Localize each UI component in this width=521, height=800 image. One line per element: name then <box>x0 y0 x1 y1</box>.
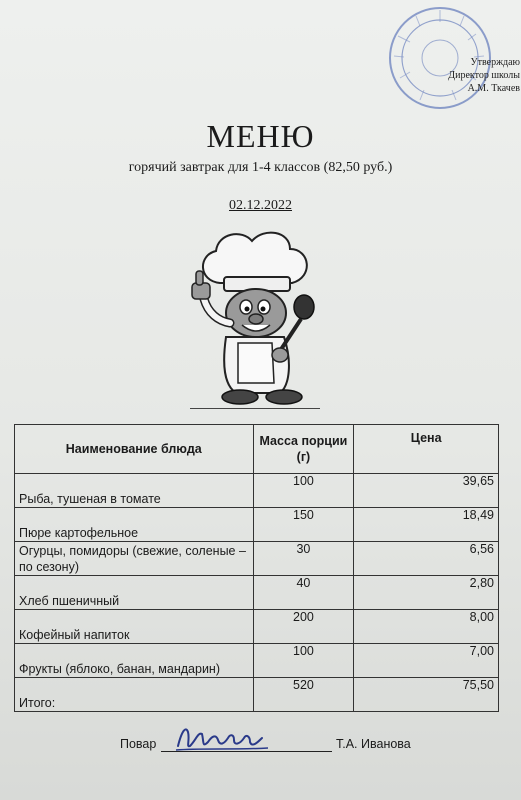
dish-mass: 100 <box>253 474 354 508</box>
dish-name: Фрукты (яблоко, банан, мандарин) <box>15 644 254 678</box>
total-price: 75,50 <box>354 678 499 712</box>
approval-line-3: А.М. Ткачев <box>467 83 520 94</box>
approval-block <box>412 56 520 95</box>
page-subtitle: горячий завтрак для 1-4 классов (82,50 руб.) <box>128 160 393 175</box>
dish-mass: 40 <box>253 576 354 610</box>
dish-name: Кофейный напиток <box>15 610 254 644</box>
table-total-row <box>15 678 499 712</box>
dish-name: Рыба, тушеная в томате <box>15 474 254 508</box>
dish-name: Огурцы, помидоры (свежие, соленые – по сезону) <box>15 542 254 576</box>
dish-price: 6,56 <box>354 542 499 576</box>
header-portion-mass: Масса порции (г) <box>253 425 354 474</box>
dish-name: Пюре картофельное <box>15 508 254 542</box>
dish-mass: 150 <box>253 508 354 542</box>
dish-mass: 200 <box>253 610 354 644</box>
cook-signature <box>172 720 272 754</box>
dish-price: 2,80 <box>354 576 499 610</box>
total-mass: 520 <box>253 678 354 712</box>
signature-name: Т.А. Иванова <box>336 737 411 751</box>
header-dish-name: Наименование блюда <box>15 425 254 474</box>
dish-price: 39,65 <box>354 474 499 508</box>
table-row <box>15 644 499 678</box>
table-row <box>15 576 499 610</box>
dish-mass: 30 <box>253 542 354 576</box>
chef-illustration <box>180 225 330 410</box>
header-price: Цена <box>354 425 499 474</box>
table-row <box>15 474 499 508</box>
dish-name: Хлеб пшеничный <box>15 576 254 610</box>
approval-line-2: Директор школы <box>448 70 520 81</box>
menu-table <box>14 424 499 712</box>
signature-line <box>161 751 332 752</box>
table-header-row <box>15 425 499 474</box>
signature-role: Повар <box>120 737 157 751</box>
dish-price: 18,49 <box>354 508 499 542</box>
page-title: МЕНЮ <box>206 118 315 154</box>
total-label: Итого: <box>15 678 254 712</box>
table-row <box>15 610 499 644</box>
chef-underline <box>190 408 320 409</box>
table-row <box>15 508 499 542</box>
menu-date: 02.12.2022 <box>229 198 292 213</box>
dish-price: 7,00 <box>354 644 499 678</box>
dish-mass: 100 <box>253 644 354 678</box>
dish-price: 8,00 <box>354 610 499 644</box>
table-row <box>15 542 499 576</box>
approval-line-1: Утверждаю <box>470 57 520 68</box>
